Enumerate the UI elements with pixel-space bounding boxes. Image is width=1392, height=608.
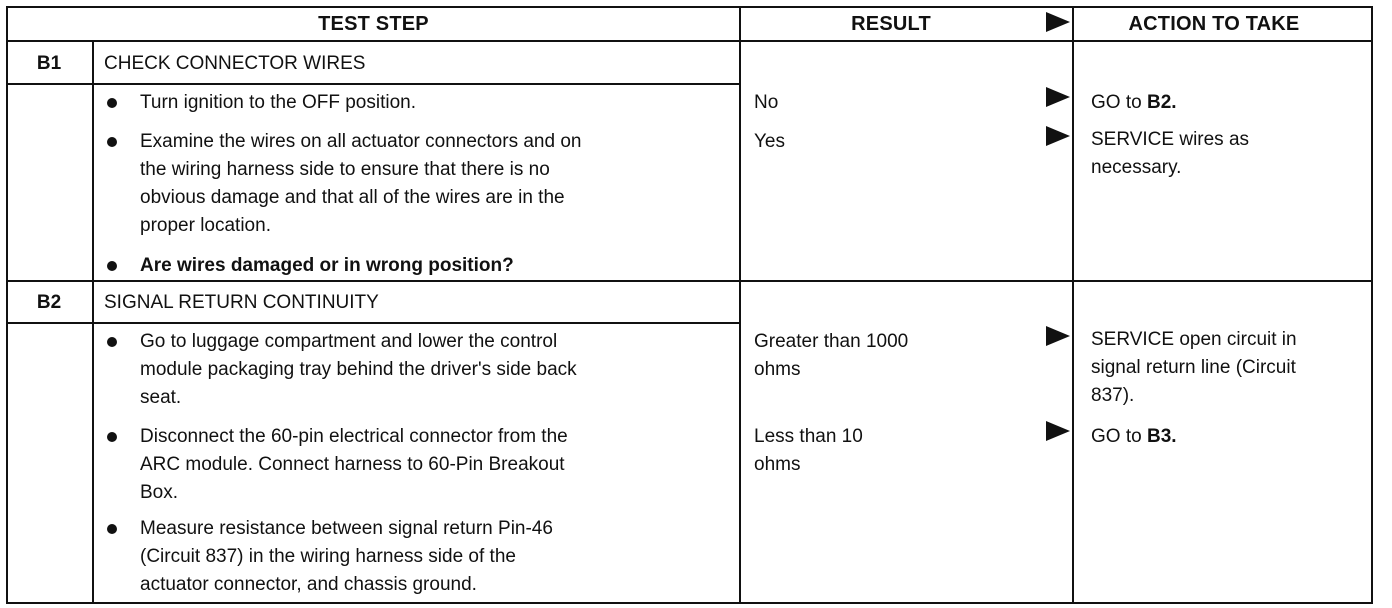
- bullet-icon: [107, 337, 117, 347]
- step-title-b1: CHECK CONNECTOR WIRES: [104, 53, 366, 74]
- arrow-icon: [1046, 326, 1070, 346]
- b2-result-2: Less than 10 ohms: [754, 426, 863, 475]
- arrow-icon: [1046, 87, 1070, 107]
- step-id-b2: B2: [36, 292, 62, 313]
- b2-action-2-text: GO to: [1091, 426, 1147, 447]
- b2-bullet-3: Measure resistance between signal return Pin-46 (Circuit 837) in the wiring harness side of the actuator connector, and chassis ground.: [140, 518, 553, 595]
- b2-result-1: Greater than 1000 ohms: [754, 331, 909, 380]
- arrow-icon: [1046, 126, 1070, 146]
- table-bottom-border: [6, 602, 1373, 604]
- bullet-icon: [107, 98, 117, 108]
- b1-body-left-border: [92, 83, 94, 281]
- bullet-icon: [107, 524, 117, 534]
- header-action: ACTION TO TAKE: [1128, 12, 1300, 35]
- b1-bullet-2: Examine the wires on all actuator connectors and on the wiring harness side to ensure that there is no obvious damage and that all of the wires are in the proper location.: [140, 131, 582, 236]
- b1-result-1: No: [754, 92, 779, 113]
- arrow-icon: [1046, 421, 1070, 441]
- header-test-step: TEST STEP: [318, 12, 429, 35]
- b2-title-bottom-border: [6, 322, 741, 324]
- step-id-b1: B1: [36, 53, 62, 74]
- b2-action-2: [1091, 423, 1177, 451]
- b2-action-1: SERVICE open circuit in signal return line (Circuit 837).: [1091, 329, 1297, 406]
- header-bottom-border: [6, 40, 1373, 42]
- action-column-left-border: [1072, 6, 1074, 604]
- b1-id-divider: [92, 40, 94, 85]
- b2-id-divider: [92, 280, 94, 324]
- b1-action-1: [1091, 89, 1177, 117]
- b1-bullet-3: Are wires damaged or in wrong position?: [140, 255, 514, 276]
- b1-action-1-step: B2.: [1146, 92, 1177, 113]
- table-right-border: [1371, 6, 1373, 604]
- step-title-b2: SIGNAL RETURN CONTINUITY: [104, 292, 379, 313]
- header-arrow-icon: [1046, 12, 1070, 32]
- b1-title-bottom-border: [6, 83, 741, 85]
- bullet-icon: [107, 261, 117, 271]
- b1-action-2: SERVICE wires as necessary.: [1091, 129, 1250, 178]
- b1-action-1-text: GO to: [1091, 92, 1147, 113]
- header-result: RESULT: [851, 12, 931, 35]
- b1-bottom-border: [6, 280, 1373, 282]
- b2-body-left-border: [92, 322, 94, 604]
- b1-result-2: Yes: [754, 131, 785, 152]
- b2-bullet-2: Disconnect the 60-pin electrical connector from the ARC module. Connect harness to 60-Pin Breakout Box.: [140, 426, 568, 503]
- b1-bullet-1: Turn ignition to the OFF position.: [140, 92, 416, 113]
- bullet-icon: [107, 432, 117, 442]
- b2-action-2-step: B3.: [1146, 426, 1177, 447]
- b2-bullet-1: Go to luggage compartment and lower the control module packaging tray behind the driver's side back seat.: [140, 331, 577, 408]
- bullet-icon: [107, 137, 117, 147]
- result-column-left-border: [739, 6, 741, 604]
